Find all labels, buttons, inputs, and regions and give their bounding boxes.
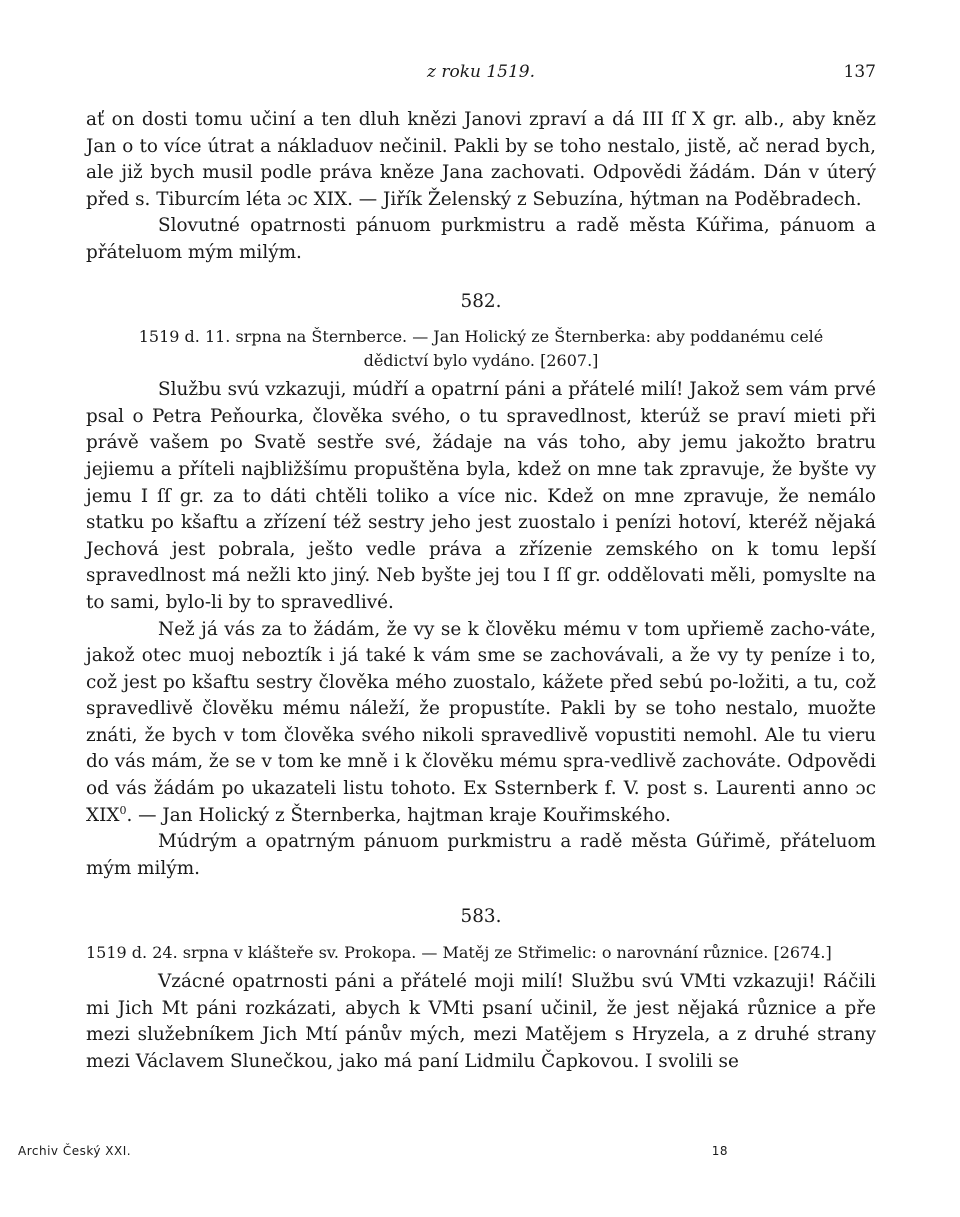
regest-line: dědictví bylo vydáno. [2607.] bbox=[363, 351, 599, 371]
regest-line: 1519 d. 11. srpna na Šternberce. — Jan Holický ze Šternberka: aby poddanému celé bbox=[138, 327, 824, 347]
body-text bbox=[86, 107, 876, 1075]
paragraph-text: Než já vás za to žádám, že vy se k člověku mému v tom upřiemě zacho-váte, jakož otec muoj neboztík i já také k vám sme se zachovávali, a že vy ty peníze i to, což jest po kšaftu sestry člověka mého zuostalo, kážete před sebú po-ložiti, a tu, což spravedlivě člověku mému náleží, že propustíte. Pakli by se toho nestalo, muožte znáti, že bych v tom člověka svého nikoli spravedlivě vopustiti nemohl. Ale tu vieru do vás mám, že se v tom ke mně i k člověku mému spra-vedlivě zachováte. Odpovědi od vás žádám po ukazateli listu tohoto. Ex Ssternberk f. V. post s. Laurenti anno ɔc XIX bbox=[86, 618, 876, 826]
document-number-582: 582. bbox=[460, 290, 502, 312]
page-number: 137 bbox=[843, 62, 876, 82]
page-footer bbox=[18, 1144, 728, 1164]
document-regest-583: 1519 d. 24. srpna v klášteře sv. Prokopa. — Matěj ze Střimelic: o narovnání různice. [2674.] bbox=[86, 943, 832, 963]
letter-paragraph: Službu svú vzkazuji, múdří a opatrní páni a přátelé milí! Jakož sem vám prvé psal o Petra Peňourka, člověka svého, o tu spravedlnost, kterúž se praví mieti při právě vašem po Svatě sestře své, žádaje na vás toho, aby jemu jakožto bratru jejiemu a příteli najbližšímu propuštěna byla, kdež on mne tak zpravuje, že byšte vy jemu I ſſ gr. za to dáti chtěli toliko a více nic. Kdež on mne zpravuje, že nemálo statku po kšaftu a zřízení též sestry jeho jest zuostalo i penízi hotoví, kteréž nějaká Jechová jest pobrala, ješto vedle práva a zřízenie zemského on k tomu lepší spravedlnost má nežli kto jiný. Neb byšte jej tou I ſſ gr. oddělovati měli, pomyslte na to sami, bylo-li by to spravedlivé. bbox=[86, 379, 876, 613]
document-number-583: 583. bbox=[460, 906, 502, 928]
letter-paragraph: Vzácné opatrnosti páni a přátelé moji milí! Službu svú VMti vzkazuji! Ráčili mi Jich Mt páni rozkázati, abych k VMti psaní učinil, že jest nějaká různice a pře mezi služebníkem Jich Mtí pánův mých, mezi Matějem s Hryzela, a z druhé strany mezi Václavem Slunečkou, jako má paní Lidmilu Čapkovou. I svolili se bbox=[86, 971, 876, 1072]
running-head bbox=[86, 62, 876, 86]
paragraph-text-tail: . — Jan Holický z Šternberka, hajtman kraje Kouřimského. bbox=[126, 804, 671, 826]
running-title: z roku 1519. bbox=[426, 62, 536, 82]
paragraph-continued-letter: ať on dosti tomu učiní a ten dluh knězi Janovi zpraví a dá III ſſ X gr. alb., aby kněz Jan o to více útrat a nákladuov nečinil. Pakli by se toho nestalo, jistě, ač nerad bych, ale již bych musil podle práva kněze Jana zachovati. Odpovědi žádám. Dán v úterý před s. Tiburcím léta ɔc XIX. — Jiřík Želenský z Sebuzína, hýtman na Poděbradech. bbox=[86, 109, 876, 210]
letter-paragraph bbox=[86, 617, 876, 830]
address-paragraph: Slovutné opatrnosti pánuom purkmistru a radě města Kúřima, pánuom a přáteluom mým milým. bbox=[86, 215, 876, 263]
volume-title: Archiv Český XXI. bbox=[18, 1144, 132, 1158]
address-paragraph: Múdrým a opatrným pánuom purkmistru a radě města Gúřimě, přáteluom mým milým. bbox=[86, 831, 876, 879]
superscript: 0 bbox=[119, 803, 127, 817]
sheet-signature: 18 bbox=[711, 1144, 728, 1158]
document-regest-582 bbox=[86, 325, 876, 373]
